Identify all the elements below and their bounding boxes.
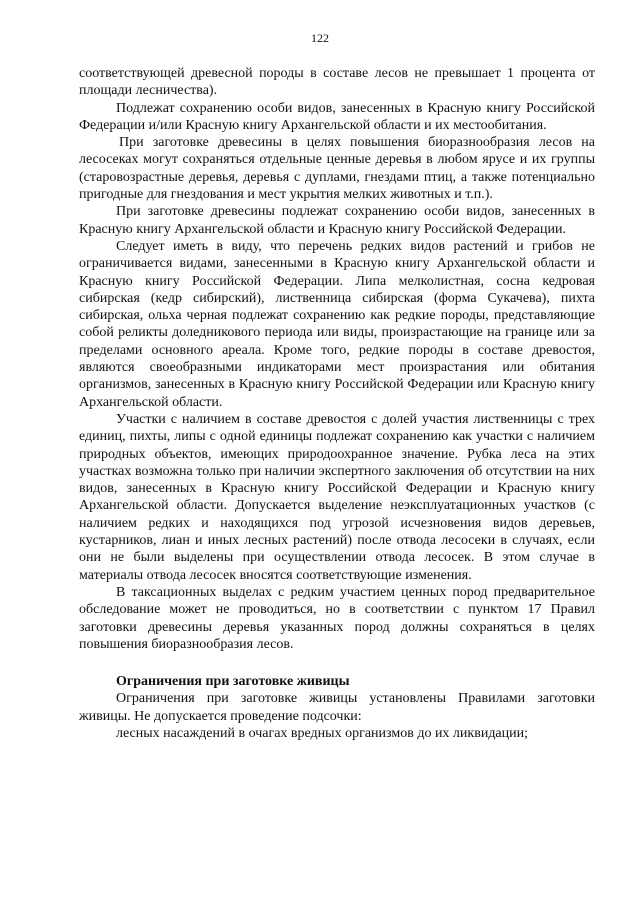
paragraph: В таксационных выделах с редким участием ценных пород предварительное обследование может не проводиться, но в соответствии с пунктом 17 Правил заготовки древесины деревья указанных пород должны сохраняться в целях повышения биоразнообразия лесов. [79, 584, 595, 652]
section-heading: Ограничения при заготовке живицы [116, 674, 350, 690]
page-number: 122 [311, 31, 329, 45]
paragraph: лесных насаждений в очагах вредных организмов до их ликвидации; [116, 725, 529, 741]
paragraph: Участки с наличием в составе древостоя с долей участия лиственницы с трех единиц, пихты, липы с одной единицы подлежат сохранению как участки с наличием природных объектов, имеющих природоохранное значение. Рубка леса на этих участках возможна только при наличии экспертного заключения об отсутствии на них видов, занесенных в Красную книгу Российской Федерации и Красную книгу Архангельской области. Допускается выделение неэксплуатационных участков (с наличием редких и находящихся под угрозой исчезновения видов деревьев, кустарников, лиан и иных лесных растений) после отвода лесосеки в случаях, если они не были выделены при осуществлении отвода лесосек. В этом случае в материалы отвода лесосек вносятся соответствующие изменения. [79, 411, 595, 583]
page-body [79, 65, 595, 742]
paragraph: соответствующей древесной породы в составе лесов не превышает 1 процента от площади лесничества). [79, 66, 595, 99]
paragraph: Следует иметь в виду, что перечень редких видов растений и грибов не ограничивается видами, занесенными в Красную книгу Архангельской области и Красную книгу Российской Федерации. Липа мелколистная, сосна кедровая сибирская (кедр сибирский), лиственница сибирская (форма Сукачева), пихта сибирская, ольха черная подлежат сохранению как редкие породы, представляющие собой реликты доледникового периода или виды, произрастающие на границе или за пределами основного ареала. Кроме того, редкие породы в составе древостоя, являются своеобразными индикаторами мест произрастания или обитания организмов, занесенных в Красную книгу Российской Федерации или Красную книгу Архангельской области. [79, 238, 595, 410]
paragraph: Подлежат сохранению особи видов, занесенных в Красную книгу Российской Федерации и/или Красную книгу Архангельской области и их местообитания. [79, 100, 595, 133]
paragraph: При заготовке древесины в целях повышения биоразнообразия лесов на лесосеках могут сохраняться отдельные ценные деревья в любом ярусе и их группы (старовозрастные деревья, деревья с дуплами, гнездами птиц, а также потенциально пригодные для гнездования и мест укрытия мелких животных и т.п.). [79, 135, 595, 203]
paragraph: Ограничения при заготовке живицы установлены Правилами заготовки живицы. Не допускается проведение подсочки: [79, 691, 595, 724]
paragraph: При заготовке древесины подлежат сохранению особи видов, занесенных в Красную книгу Архангельской области и Красную книгу Российской Федерации. [79, 204, 595, 237]
